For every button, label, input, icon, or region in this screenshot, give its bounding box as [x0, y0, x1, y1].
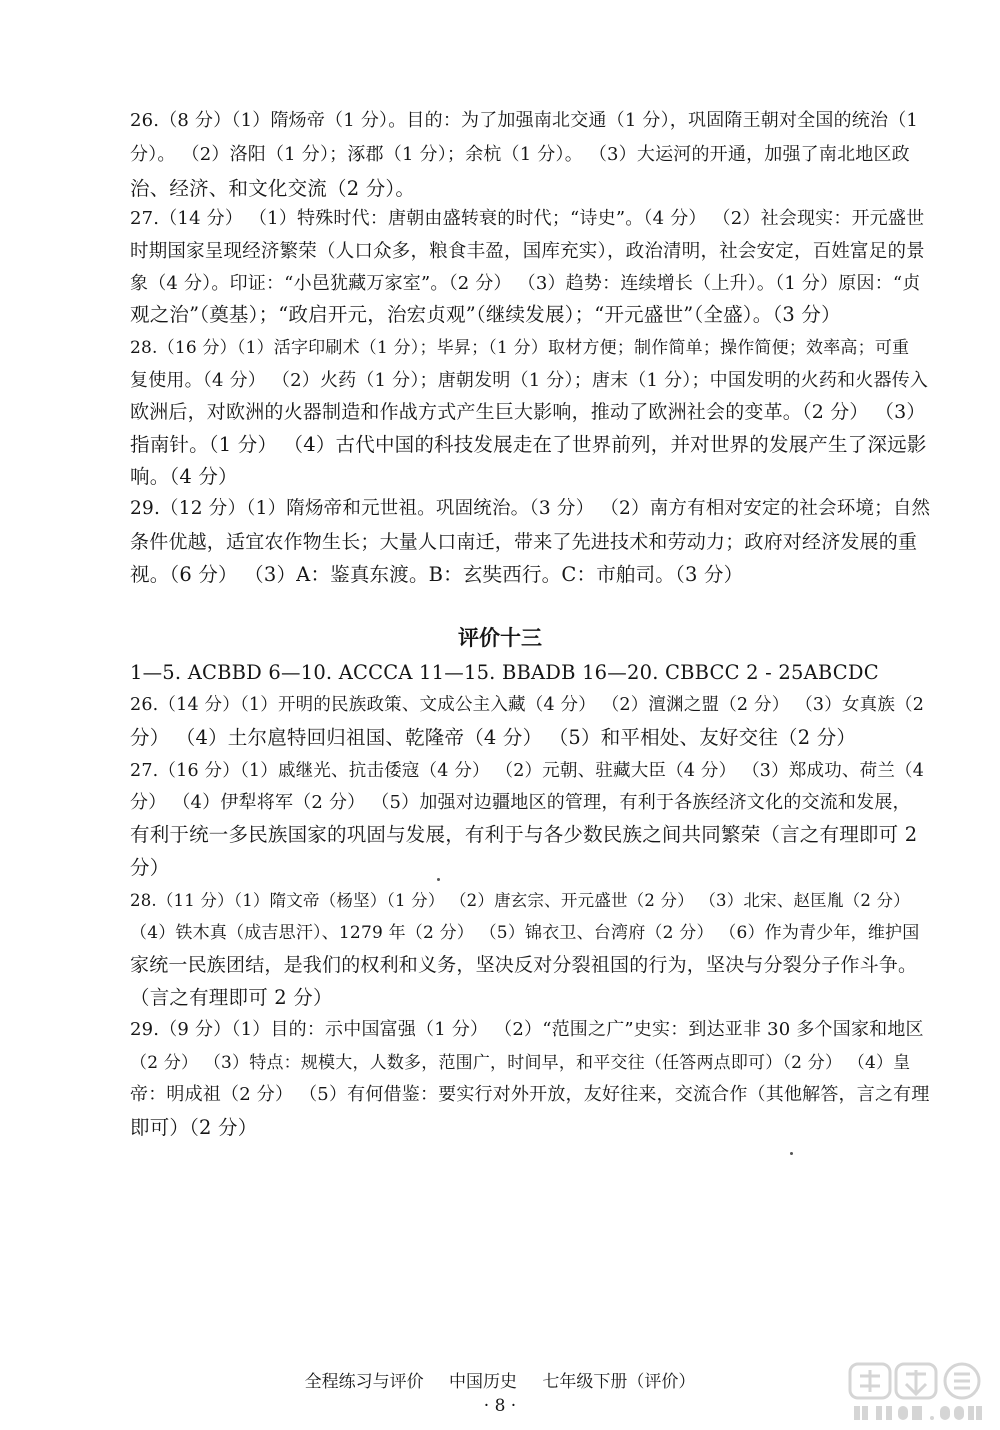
answer-line: 复使用。（4 分） （2）火药（1 分）；唐朝发明（1 分）；唐末（1 分）；中国发明的火药和火器传入: [130, 370, 929, 391]
answer-line: 视。（6 分） （3）A：鉴真东渡。B：玄奘西行。C：市舶司。（3 分）: [130, 563, 744, 586]
answer-line: 分） （4）土尔扈特回归祖国、乾隆帝（4 分） （5）和平相处、友好交往（2 分）: [130, 726, 857, 749]
answer-line: 分）。 （2）洛阳（1 分）；涿郡（1 分）；余杭（1 分）。 （3）大运河的开通，加强了南北地区政: [130, 144, 910, 165]
answer-line: 有利于统一多民族国家的巩固与发展，有利于与各少数民族之间共同繁荣（言之有理即可 2: [130, 823, 918, 846]
scan-speck: [790, 1152, 793, 1155]
answer-line: 分）: [130, 856, 170, 879]
answer-line: （2 分） （3）特点：规模大，人数多，范围广，时间早，和平交往（任答两点即可）（2 分） （4）皇: [130, 1053, 911, 1073]
answer-line: 治、经济、和文化交流（2 分）。: [130, 177, 416, 200]
answer-line: （言之有理即可 2 分）: [130, 986, 333, 1009]
scan-speck: [437, 878, 440, 881]
footer-grade: 七年级下册（评价）: [542, 1372, 696, 1392]
answer-line: 时期国家呈现经济繁荣（人口众多，粮食丰盈，国库充实），政治清明，社会安定，百姓富足的景: [130, 241, 925, 262]
footer-subject: 中国历史: [449, 1372, 517, 1392]
answer-line: 28.（16 分）（1）活字印刷术（1 分）；毕昇；（1 分）取材方便；制作简单；操作简便；效率高；可重: [130, 338, 910, 358]
answer-line: 1—5. ACBBD 6—10. ACCCA 11—15. BBADB 16—20. CBBCC 2 - 25ABCDC: [130, 661, 879, 684]
answer-line: 条件优越，适宜农作物生长；大量人口南迁，带来了先进技术和劳动力；政府对经济发展的重: [130, 531, 918, 553]
answer-line: 观之治”（奠基）；“政启开元，治宏贞观”（继续发展）；“开元盛世”（全盛）。（3 分）: [130, 303, 841, 326]
answer-line: 29.（9 分）（1）目的：示中国富强（1 分） （2）“范围之广”史实：到达亚非 30 多个国家和地区: [130, 1019, 924, 1040]
answer-line: 27.（14 分） （1）特殊时代：唐朝由盛转衰的时代；“诗史”。（4 分） （2）社会现实：开元盛世: [130, 208, 925, 229]
page-number: · 8 ·: [483, 1396, 517, 1416]
answer-line: 分） （4）伊犁将军（2 分） （5）加强对边疆地区的管理，有利于各族经济文化的交流和发展，: [130, 792, 911, 813]
watermark-logo: [848, 1362, 988, 1424]
answer-line: 26.（14 分）（1）开明的民族政策、文成公主入藏（4 分） （2）澶渊之盟（2 分） （3）女真族（2: [130, 695, 925, 715]
answer-line: （4）铁木真（成吉思汗）、1279 年（2 分） （5）锦衣卫、台湾府（2 分） （6）作为青少年，维护国: [130, 923, 920, 943]
footer-book-title: 全程练习与评价: [304, 1372, 424, 1392]
answer-line: 29.（12 分）（1）隋炀帝和元世祖。巩固统治。（3 分） （2）南方有相对安定的社会环境；自然: [130, 498, 931, 519]
answer-line: 指南针。（1 分） （4）古代中国的科技发展走在了世界前列，并对世界的发展产生了深远影: [130, 433, 927, 456]
answer-line: 家统一民族团结，是我们的权利和义务，坚决反对分裂祖国的行为，坚决与分裂分子作斗争。: [130, 954, 918, 976]
answer-line: 象（4 分）。印证：“小邑犹藏万家室”。（2 分） （3）趋势：连续增长（上升）。（1 分）原因：“贞: [130, 273, 921, 294]
section-title: 评价十三: [458, 626, 542, 650]
answer-line: 帝：明成祖（2 分） （5）有何借鉴：要实行对外开放，友好往来，交流合作（其他解答，言之有理: [130, 1084, 930, 1105]
answer-line: 28.（11 分）（1）隋文帝（杨坚）（1 分） （2）唐玄宗、开元盛世（2 分） （3）北宋、赵匡胤（2 分）: [130, 891, 910, 910]
answer-line: 欧洲后，对欧洲的火器制造和作战方式产生巨大影响，推动了欧洲社会的变革。（2 分） （3）: [130, 401, 926, 423]
answer-line: 26.（8 分）（1）隋炀帝（1 分）。目的：为了加强南北交通（1 分），巩固隋王朝对全国的统治（1: [130, 110, 919, 131]
answer-line: 27.（16 分）（1）戚继光、抗击倭寇（4 分） （2）元朝、驻藏大臣（4 分） （3）郑成功、荷兰（4: [130, 761, 925, 781]
answer-line: 响。（4 分）: [130, 465, 238, 488]
answer-line: 即可）（2 分）: [130, 1116, 258, 1139]
